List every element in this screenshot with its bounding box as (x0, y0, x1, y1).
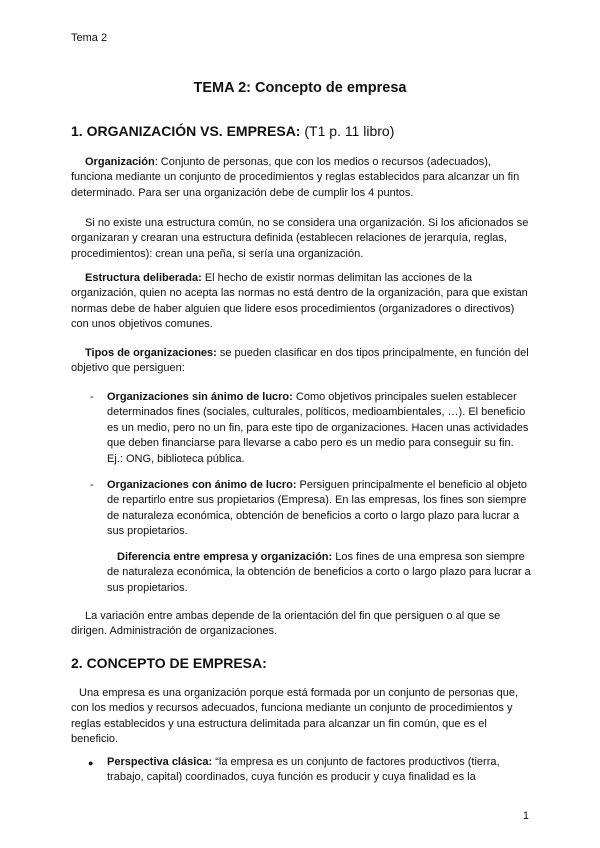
paragraph-estructura-comun (71, 216, 531, 262)
term-tipos-organizaciones: Tipos de organizaciones: (85, 347, 217, 359)
paragraph-estructura-deliberada (71, 271, 531, 333)
term-con-animo: Organizaciones con ánimo de lucro: (107, 479, 297, 491)
term-sin-animo: Organizaciones sin ánimo de lucro: (107, 391, 293, 403)
term-estructura-deliberada: Estructura deliberada: (85, 272, 202, 284)
bullet-dash: - (90, 479, 94, 491)
list-item-perspectiva-clasica (107, 755, 531, 786)
list-item-con-animo (107, 478, 531, 540)
list-item-text: “la empresa es un conjunto de factores productivos (tierra, trabajo, capital) coordinados, cuya función es producir y cuya finalidad es la (107, 756, 500, 784)
paragraph-text: Una empresa es una organización porque está formada por un conjunto de personas que, con los medios y recursos adecuados, funciona mediante un conjunto de procedimientos y reglas establecidos y una estructura delimitada para alcanzar un fin común, que es el beneficio. (71, 687, 519, 746)
section-1-heading-text: 1. ORGANIZACIÓN VS. EMPRESA: (71, 123, 301, 139)
section-1-heading (71, 123, 394, 139)
page-header: Tema 2 (71, 32, 108, 44)
term-organizacion: Organización (85, 156, 155, 168)
paragraph-concepto-empresa (71, 686, 531, 748)
paragraph-diferencia (107, 550, 531, 596)
paragraph-text: La variación entre ambas depende de la orientación del fin que persiguen o al que se dirigen. Administración de organizaciones. (71, 610, 501, 638)
bullet-dash: - (90, 391, 94, 403)
paragraph-organizacion (71, 155, 531, 201)
page-title: TEMA 2: Concepto de empresa (193, 80, 407, 96)
paragraph-tipos-organizaciones (71, 346, 531, 377)
term-perspectiva-clasica: Perspectiva clásica: (107, 756, 213, 768)
section-2-heading: 2. CONCEPTO DE EMPRESA: (71, 655, 267, 671)
list-item-text: Como objetivos principales suelen establecer determinados fines (sociales, culturales, políticos, medioambientales, …). El beneficio es un medio, pero no un fin, para este tipo de organizaciones. Hacen unas actividades que deben financiarse para llevarse a cabo pero es un medio para conseguir su fin. Ej.: ONG, biblioteca pública. (107, 391, 529, 465)
page-number: 1 (522, 810, 529, 822)
paragraph-text: Si no existe una estructura común, no se considera una organización. Si los aficionados se organizaran y crearan una estructura definida (establecen relaciones de jerarquía, reglas, procedimientos): crean una peña, si sería una organización. (71, 217, 529, 260)
section-1-reference: (T1 p. 11 libro) (304, 123, 395, 139)
list-item-sin-animo (107, 390, 531, 467)
term-diferencia: Diferencia entre empresa y organización: (117, 551, 333, 563)
paragraph-text: El hecho de existir normas delimitan las acciones de la organización, quien no acepta las normas no está dentro de la organización, para que existan normas debe de haber alguien que lidere esos procedimientos (organizadores o directivos) con unos objetivos comunes. (71, 272, 528, 331)
bullet-dot: ● (88, 758, 94, 768)
paragraph-text: Los fines de una empresa son siempre de naturaleza económica, la obtención de beneficios a corto o largo plazo para lucrar a sus propietarios. (107, 551, 531, 594)
paragraph-variacion (71, 609, 531, 640)
list-item-text: Persiguen principalmente el beneficio al objeto de repartirlo entre sus propietarios (Empresa). En las empresas, los fines son siempre de naturaleza económica, obtención de beneficios a corto o largo plazo para lucrar a sus propietarios. (107, 479, 528, 538)
paragraph-text: se pueden clasificar en dos tipos principalmente, en función del objetivo que persiguen: (71, 347, 529, 375)
paragraph-text: : Conjunto de personas, que con los medios o recursos (adecuados), funciona mediante un conjunto de procedimientos y reglas establecidos para alcanzar un fin determinado. Para ser una organización debe de cumplir los 4 puntos. (71, 156, 520, 199)
